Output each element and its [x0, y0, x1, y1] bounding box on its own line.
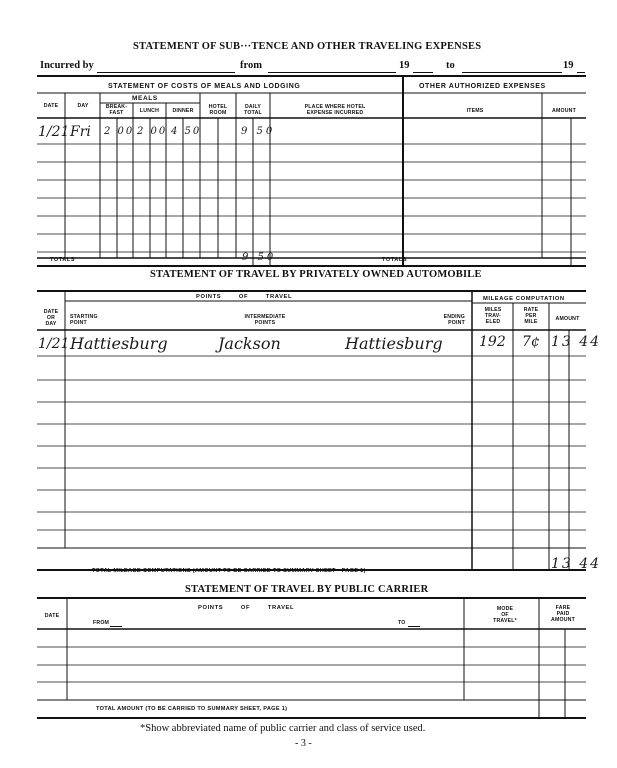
col-day-header: DAY	[77, 103, 89, 109]
meals-totals-value: 9 50	[242, 252, 277, 263]
auto-row1-intermediate: Jackson	[218, 334, 281, 353]
auto-row1-miles: 192	[479, 334, 506, 350]
mileage-computation-header: MILEAGE COMPUTATION	[483, 296, 565, 302]
auto-col-starting: STARTING POINT	[70, 314, 98, 326]
auto-row1-rate: 7¢	[522, 334, 540, 350]
public-to-label: TO	[398, 620, 406, 626]
public-from-field[interactable]	[110, 626, 122, 627]
col-hotel-header: HOTEL ROOM	[208, 104, 228, 116]
auto-col-date: DATE OR DAY	[43, 309, 59, 327]
col-items-header: ITEMS	[466, 108, 484, 114]
col-place-header: PLACE WHERE HOTEL EXPENSE INCURRED	[304, 104, 366, 116]
col-lunch-header: LUNCH	[139, 108, 160, 114]
auto-row1-ending: Hattiesburg	[345, 334, 443, 353]
auto-col-ending: ENDING POINT	[443, 314, 465, 326]
other-expenses-title: OTHER AUTHORIZED EXPENSES	[419, 83, 546, 90]
meals-totals-label: TOTALS	[50, 257, 76, 263]
footer-note: *Show abbreviated name of public carrier and class of service used.	[140, 723, 426, 734]
meal-row1-date: 1/21	[38, 124, 70, 140]
auto-row1-starting: Hattiesburg	[70, 334, 168, 353]
auto-points-header: POINTS OF TRAVEL	[196, 294, 293, 300]
col-date-header: DATE	[43, 103, 59, 109]
year-label-to: 19	[563, 60, 574, 71]
public-from-label: FROM	[93, 620, 110, 626]
auto-col-miles: MILES TRAV- ELED	[484, 307, 502, 325]
public-col-mode: MODE OF TRAVEL*	[493, 606, 517, 624]
auto-col-rate: RATE PER MILE	[523, 307, 539, 325]
meal-row1-dinner: 4 50	[171, 126, 202, 137]
auto-row1-date: 1/21	[38, 336, 70, 352]
page-number: - 3 -	[295, 738, 312, 749]
public-col-fare: FARE PAID AMOUNT	[551, 605, 575, 623]
meal-row1-lunch: 2 00	[137, 126, 168, 137]
auto-row1-amount: 13 44	[551, 334, 602, 350]
other-totals-label: TOTALS	[382, 257, 408, 263]
col-breakfast-header: BREAK- FAST	[105, 104, 128, 116]
to-label: to	[446, 60, 455, 71]
meals-group-header: MEALS	[132, 95, 158, 102]
auto-total-label: TOTAL MILEAGE COMPUTATIONS (AMOUNT TO BE CARRIED TO SUMMARY SHEET—PAGE 1)	[92, 568, 366, 574]
auto-total-value: 13 44	[551, 556, 602, 572]
year-label-from: 19	[399, 60, 410, 71]
public-total-label: TOTAL AMOUNT (TO BE CARRIED TO SUMMARY SHEET, PAGE 1)	[96, 706, 288, 712]
public-points-header: POINTS OF TRAVEL	[198, 605, 295, 611]
public-col-date: DATE	[44, 613, 60, 619]
meals-section-title: STATEMENT OF COSTS OF MEALS AND LODGING	[108, 83, 301, 90]
auto-col-amount: AMOUNT	[555, 316, 580, 322]
public-section-title: STATEMENT OF TRAVEL BY PUBLIC CARRIER	[185, 584, 429, 595]
form-title: STATEMENT OF SUB···TENCE AND OTHER TRAVELING EXPENSES	[133, 41, 482, 52]
col-dinner-header: DINNER	[172, 108, 194, 114]
public-to-field[interactable]	[408, 626, 420, 627]
col-amount-header: AMOUNT	[552, 108, 576, 114]
from-label: from	[240, 60, 262, 71]
auto-col-intermediate: INTERMEDIATE POINTS	[244, 314, 286, 326]
incurred-by-label: Incurred by	[40, 60, 94, 71]
col-daily-header: DAILY TOTAL	[244, 104, 262, 116]
meal-row1-day: Fri	[70, 124, 91, 140]
auto-section-title: STATEMENT OF TRAVEL BY PRIVATELY OWNED AUTOMOBILE	[150, 269, 482, 280]
meal-row1-daily-total: 9 50	[241, 126, 276, 137]
meal-row1-breakfast: 2 00	[104, 126, 135, 137]
